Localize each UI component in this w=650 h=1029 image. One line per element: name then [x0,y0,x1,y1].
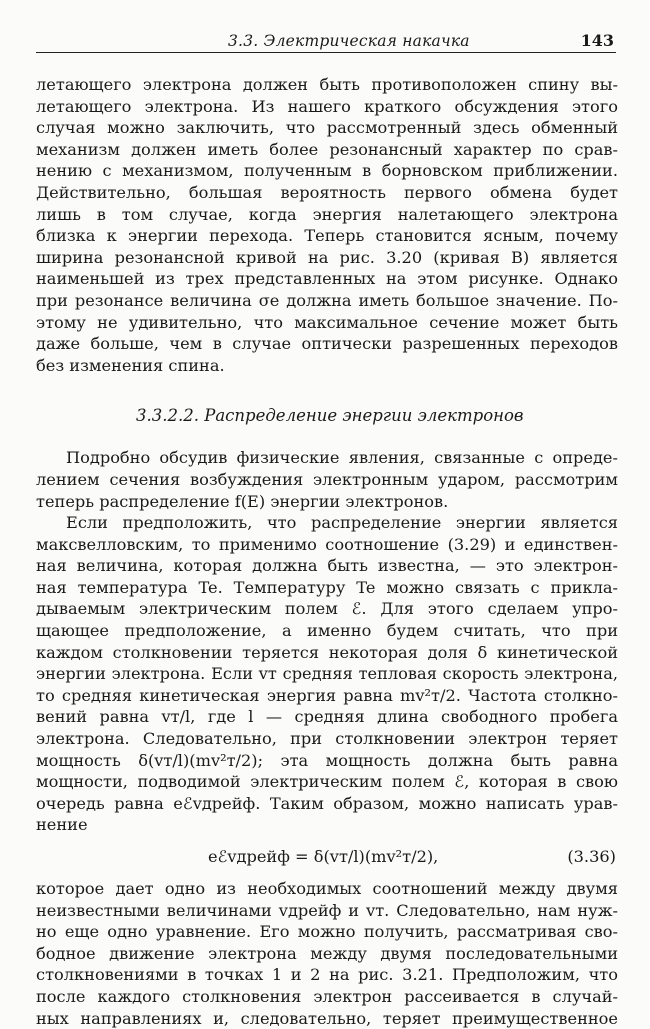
text-line: после каждого столкновения электрон рассеивается в случай- [36,986,618,1006]
text-line: близка к энергии перехода. Теперь становится ясным, почему [36,226,618,246]
text-line: очередь равна eℰvдрейф. Таким образом, можно написать урав- [36,793,618,813]
text-line: Подробно обсудив физические явления, связанные с опреде- [66,448,618,468]
running-header [36,28,616,53]
text-line: нению с механизмом, полученным в борновском приближении. [36,161,618,181]
text-line: лением сечения возбуждения электронным ударом, рассмотрим [36,469,618,489]
text-line: неизвестными величинами vдрейф и vт. Следовательно, нам нуж- [36,900,618,920]
text-line: ная величина, которая должна быть известна, — это электрон- [36,556,618,576]
text-line: летающего электрона должен быть противоположен спину вы- [36,75,618,94]
page-body [36,74,618,1029]
subsection-title: 3.3.2.2. Распределение энергии электронов [136,406,524,426]
text-line: этому не удивительно, что максимальное сечение может быть [36,312,618,332]
text-line: то средняя кинетическая энергия равна mv²т/2. Частота столкно- [36,685,618,705]
text-line: мощность δ(vт/l)(mv²т/2); эта мощность должна быть равна [36,750,618,770]
text-line: ная температура Te. Температуру Te можно связать с прикла- [36,577,618,597]
text-line: электрона. Следовательно, при столкновении электрон теряет [36,729,618,749]
text-line: но еще одно уравнение. Его можно получить, рассматривая сво- [36,922,618,942]
text-line: случая можно заключить, что рассмотренный здесь обменный [36,118,618,138]
text-line: лишь в том случае, когда энергия налетающего электрона [36,204,618,224]
text-line: теперь распределение f(E) энергии электронов. [36,491,449,511]
equation [36,836,618,878]
text-line: мощности, подводимой электрическим полем ℰ, которая в свою [36,772,618,792]
text-line: ных направлениях и, следовательно, теряет преимущественное [36,1008,618,1028]
equation-number: (3.36) [567,847,616,866]
text-line: летающего электрона. Из нашего краткого обсуждения этого [36,96,618,116]
text-line: щающее предположение, а именно будем считать, что при [36,621,618,641]
running-header-title: 3.3. Электрическая накачка [228,32,470,50]
paragraph-3 [36,512,618,836]
text-line: энергии электрона. Если vт средняя тепловая скорость электрона, [36,664,618,684]
text-line: максвелловским, то применимо соотношение (3.29) и единствен- [36,534,618,554]
text-line: столкновениями в точках 1 и 2 на рис. 3.21. Предположим, что [36,965,618,985]
text-line: даже больше, чем в случае оптически разрешенных переходов [36,334,618,354]
paragraph-4 [36,878,618,1029]
text-line: Если предположить, что распределение энергии является [66,513,618,533]
text-line: бодное движение электрона между двумя последовательными [36,943,618,963]
paragraph-1 [36,74,618,376]
text-line: при резонансе величина σe должна иметь большое значение. По- [36,290,618,310]
text-line: механизм должен иметь более резонансный характер по срав- [36,139,618,159]
text-line: каждом столкновении теряется некоторая доля δ кинетической [36,642,618,662]
page-number: 143 [580,31,614,50]
text-line: нение [36,815,88,835]
text-line: ширина резонансной кривой на рис. 3.20 (кривая B) является [36,247,618,267]
text-line: без изменения спина. [36,355,225,375]
text-line: вений равна vт/l, где l — средняя длина свободного пробега [36,707,618,727]
text-line: Действительно, большая вероятность первого обмена будет [36,182,618,202]
equation-expression: eℰvдрейф = δ(vт/l)(mv²т/2), [208,847,439,866]
text-line: которое дает одно из необходимых соотношений между двумя [36,879,618,898]
text-line: наименьшей из трех представленных на этом рисунке. Однако [36,269,618,289]
text-line: дываемым электрическим полем ℰ. Для этого сделаем упро- [36,599,618,619]
paragraph-2 [36,447,618,512]
